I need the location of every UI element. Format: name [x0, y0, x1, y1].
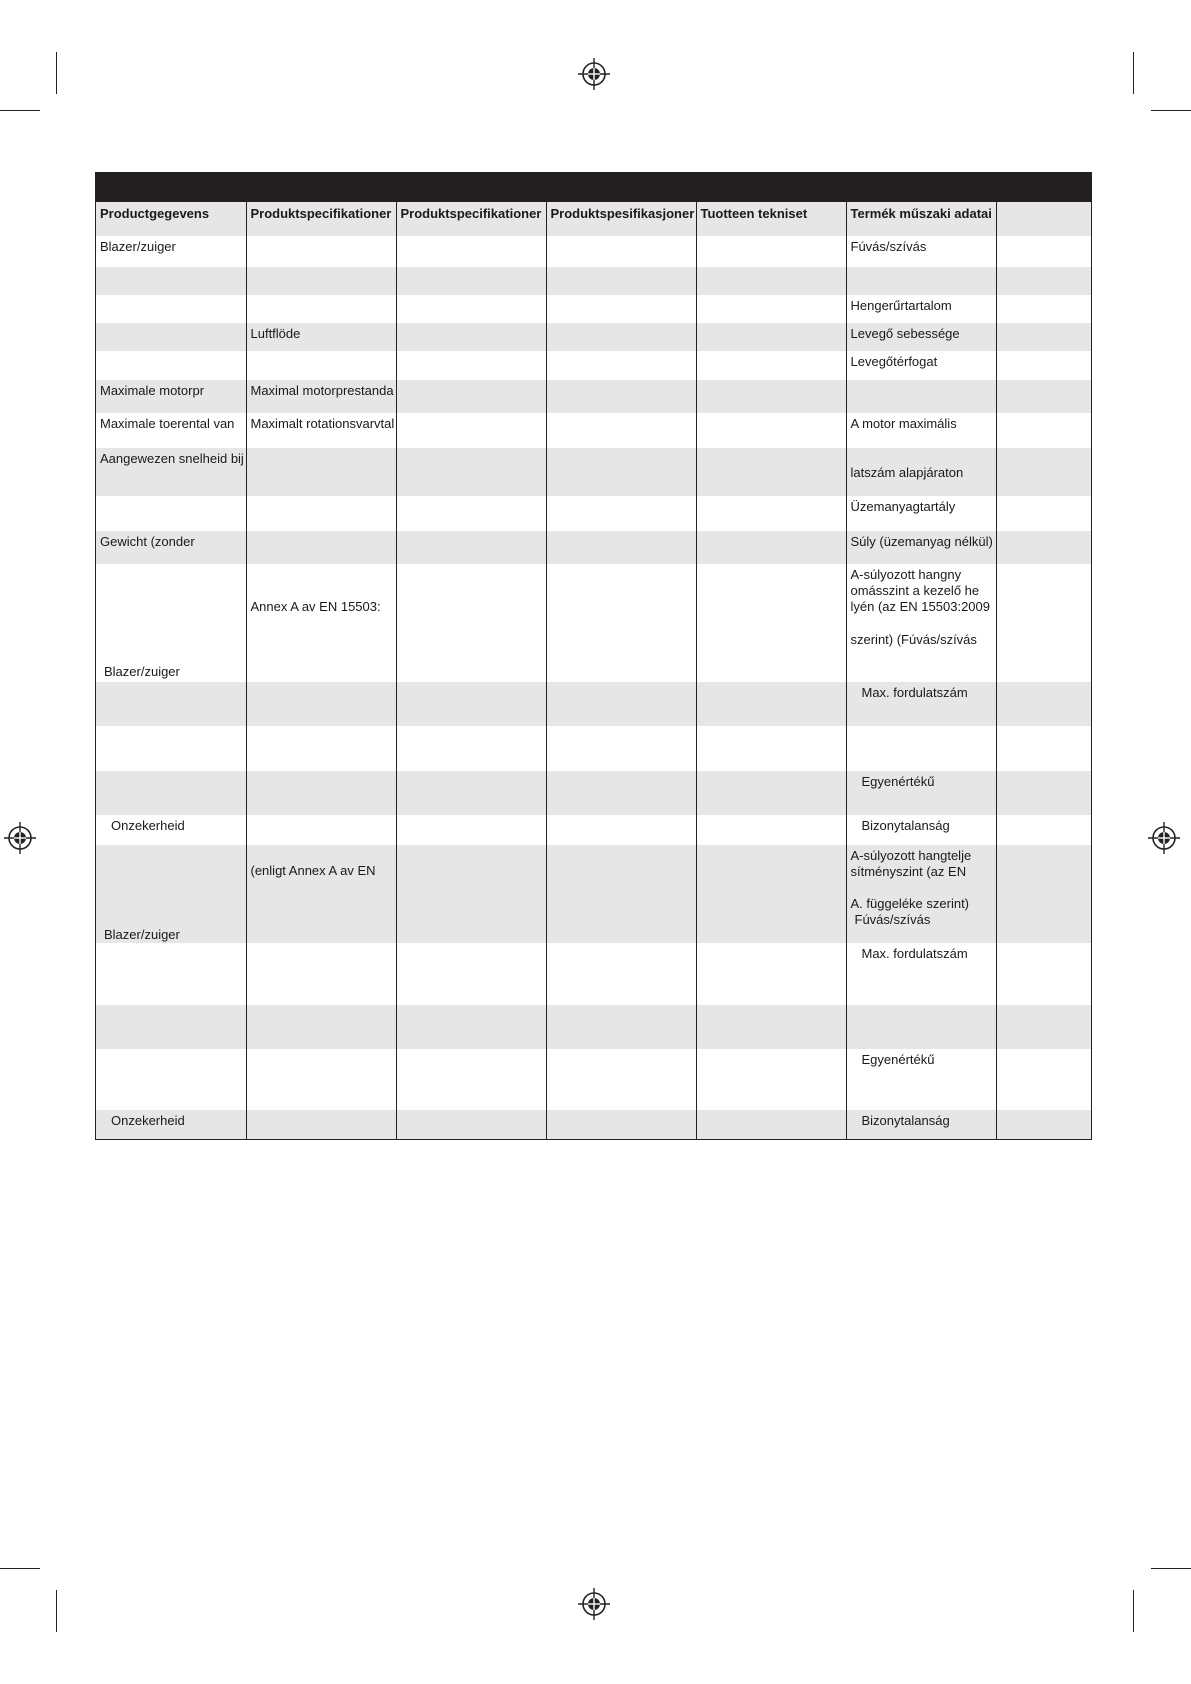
table-row [96, 726, 1091, 771]
crop-mark [56, 52, 57, 94]
cell-text: sítményszint (az EN [850, 864, 967, 879]
cell-text: A-súlyozott hangtelje [850, 848, 972, 863]
cell [246, 845, 396, 943]
header-nl: Productgegevens [96, 202, 246, 236]
header-extra [996, 202, 1091, 236]
cell: Levegő sebessége [846, 323, 996, 351]
cell: Luftflöde [246, 323, 396, 351]
cell: Onzekerheid [111, 818, 185, 833]
cell-text: A-súlyozott hangny [850, 567, 962, 582]
table-row [96, 413, 1091, 448]
cell: Súly (üzemanyag nélkül) [846, 531, 996, 564]
cell [96, 564, 246, 682]
cell: Bizonytalanság [846, 1110, 996, 1139]
registration-mark-icon [578, 58, 610, 90]
cell: Fúvás/szívás [846, 236, 996, 267]
table-row [96, 771, 1091, 815]
cell: Onzekerheid [96, 1110, 246, 1139]
table-row [96, 351, 1091, 380]
table-row [96, 1110, 1091, 1139]
crop-mark [0, 110, 40, 111]
table-row [96, 1049, 1091, 1110]
cell [846, 845, 996, 943]
cell: Bizonytalanság [846, 815, 996, 845]
spec-table [95, 172, 1092, 1140]
cell-text: Annex A av EN 15503: [250, 599, 381, 614]
cell: Maximal motorprestanda [246, 380, 396, 413]
crop-mark [1151, 1568, 1191, 1569]
header-sv: Produktspecifikationer [246, 202, 396, 236]
table-row [96, 323, 1091, 351]
registration-mark-icon [578, 1588, 610, 1620]
table-row [96, 943, 1091, 1005]
crop-mark [0, 1568, 40, 1569]
cell-text: szerint) (Fúvás/szívás [850, 632, 977, 647]
cell-text: Blazer/zuiger [104, 664, 180, 679]
cell: Blazer/zuiger [100, 239, 176, 254]
cell-text: omásszint a kezelő he [850, 583, 980, 598]
table-row [96, 267, 1091, 295]
cell: Üzemanyagtartály [846, 496, 996, 531]
table-row [96, 845, 1091, 943]
cell: Egyenértékű [846, 771, 996, 815]
table-row [96, 496, 1091, 531]
cell: Maximale toerental van [100, 416, 235, 431]
cell-text: lyén (az EN 15503:2009 [850, 599, 990, 614]
table-row [96, 531, 1091, 564]
table-row [96, 1005, 1091, 1049]
header-da: Produktspecifikationer [396, 202, 546, 236]
table-row [96, 564, 1091, 682]
table-row [96, 295, 1091, 323]
cell-text: (enligt Annex A av EN [250, 863, 376, 878]
table-row [96, 236, 1091, 267]
table-row [96, 380, 1091, 413]
cell: A motor maximális [846, 413, 996, 448]
cell: Aangewezen snelheid bij [96, 448, 246, 496]
header-no: Produktspesifikasjoner [546, 202, 696, 236]
table-row [96, 448, 1091, 496]
cell: Maximale motorpr [96, 380, 246, 413]
cell-text: Fúvás/szívás [854, 912, 931, 927]
header-row [96, 202, 1091, 236]
header-fi: Tuotteen tekniset [696, 202, 846, 236]
crop-mark [56, 1590, 57, 1632]
registration-mark-icon [4, 822, 36, 854]
cell: Egyenértékű [846, 1049, 996, 1110]
cell: Maximalt rotationsvarvtal [246, 413, 396, 448]
cell [246, 564, 396, 682]
cell: Max. fordulatszám [846, 943, 996, 1005]
cell: Hengerűrtartalom [846, 295, 996, 323]
table-row [96, 682, 1091, 726]
crop-mark [1133, 52, 1134, 94]
header-hu: Termék műszaki adatai [846, 202, 996, 236]
cell: Levegőtérfogat [846, 351, 996, 380]
crop-mark [1133, 1590, 1134, 1632]
table-row [96, 815, 1091, 845]
cell-text: Blazer/zuiger [104, 927, 180, 942]
registration-mark-icon [1148, 822, 1180, 854]
cell [96, 845, 246, 943]
table-title-bar [96, 172, 1091, 202]
cell-text: latszám alapjáraton [850, 465, 964, 480]
cell [846, 564, 996, 682]
cell: Gewicht (zonder [96, 531, 246, 564]
cell: Max. fordulatszám [846, 682, 996, 726]
cell [846, 448, 996, 496]
crop-mark [1151, 110, 1191, 111]
cell-text: A. függeléke szerint) [850, 896, 970, 911]
